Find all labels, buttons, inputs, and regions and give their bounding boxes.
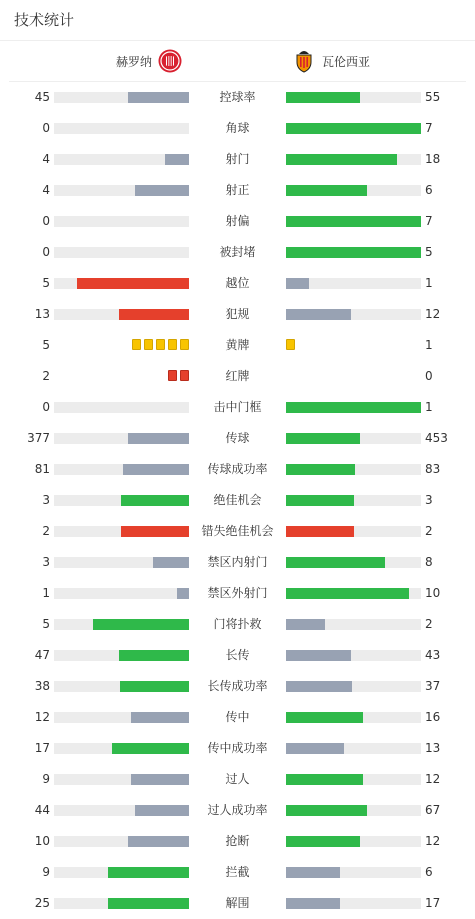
stat-row: [0, 206, 475, 237]
home-bar-track: [54, 309, 189, 320]
yellow-card-icon: [286, 339, 295, 350]
away-bar-fill: [286, 309, 351, 320]
away-value: 12: [425, 834, 441, 848]
away-value: 7: [425, 214, 433, 228]
stat-label: 角球: [225, 121, 250, 135]
stat-label: 禁区外射门: [207, 586, 268, 600]
away-value: 67: [425, 803, 441, 817]
away-value: 2: [425, 524, 433, 538]
away-value: 16: [425, 710, 441, 724]
away-bar-fill: [286, 588, 409, 599]
away-bar-track: [286, 898, 421, 909]
home-bar-fill: [93, 619, 189, 630]
home-bar-track: [54, 216, 189, 227]
valencia-crest-icon: [292, 49, 316, 73]
away-value: 0: [425, 369, 433, 383]
home-bar-fill: [119, 309, 189, 320]
home-bar-track: [54, 898, 189, 909]
away-bar-fill: [286, 650, 351, 661]
away-bar-fill: [286, 123, 421, 134]
stat-label: 门将扑救: [213, 617, 262, 631]
stat-row: [0, 175, 475, 206]
stat-label: 解围: [225, 896, 250, 910]
home-bar-track: [54, 185, 189, 196]
away-bar-fill: [286, 154, 397, 165]
home-team[interactable]: [116, 41, 182, 81]
away-bar-track: [286, 588, 421, 599]
home-bar-fill: [108, 867, 189, 878]
home-bar-fill: [121, 526, 189, 537]
stat-label: 传球: [225, 431, 250, 445]
home-value: 4: [42, 152, 50, 166]
home-value: 5: [42, 276, 50, 290]
stat-label: 过人成功率: [207, 803, 268, 817]
away-bar-fill: [286, 712, 363, 723]
away-value: 2: [425, 617, 433, 631]
stat-label: 过人: [225, 772, 250, 786]
home-value: 3: [42, 493, 50, 507]
red-card-icon: [168, 370, 177, 381]
home-value: 2: [42, 524, 50, 538]
away-bar-track: [286, 216, 421, 227]
away-bar-track: [286, 681, 421, 692]
away-cards: [286, 339, 295, 352]
stat-row: [0, 640, 475, 671]
stat-label: 传球成功率: [207, 462, 268, 476]
away-value: 43: [425, 648, 441, 662]
home-value: 9: [42, 772, 50, 786]
stat-label: 击中门框: [213, 400, 262, 414]
stat-label: 犯规: [225, 307, 250, 321]
home-value: 10: [34, 834, 50, 848]
stat-label: 传中: [225, 710, 250, 724]
home-value: 5: [42, 338, 50, 352]
away-value: 13: [425, 741, 441, 755]
home-bar-fill: [135, 185, 189, 196]
away-bar-track: [286, 433, 421, 444]
home-cards: [168, 370, 189, 383]
away-value: 3: [425, 493, 433, 507]
home-bar-track: [54, 154, 189, 165]
stat-row: [0, 144, 475, 175]
stat-label: 绝佳机会: [213, 493, 262, 507]
home-bar-fill: [128, 433, 189, 444]
stat-label: 射正: [225, 183, 250, 197]
home-value: 45: [34, 90, 50, 104]
stat-label: 黄牌: [225, 338, 250, 352]
home-bar-track: [54, 836, 189, 847]
away-bar-track: [286, 774, 421, 785]
home-bar-track: [54, 526, 189, 537]
away-value: 5: [425, 245, 433, 259]
stat-row: [0, 888, 475, 919]
home-bar-track: [54, 743, 189, 754]
home-bar-track: [54, 92, 189, 103]
away-bar-track: [286, 495, 421, 506]
home-value: 0: [42, 121, 50, 135]
stats-list: [0, 82, 475, 919]
away-bar-fill: [286, 464, 355, 475]
stat-row: [0, 423, 475, 454]
away-bar-track: [286, 309, 421, 320]
stat-row: [0, 609, 475, 640]
home-value: 3: [42, 555, 50, 569]
home-value: 12: [34, 710, 50, 724]
stat-row: [0, 299, 475, 330]
stat-row: [0, 764, 475, 795]
home-value: 13: [34, 307, 50, 321]
away-bar-fill: [286, 402, 421, 413]
home-bar-track: [54, 433, 189, 444]
away-bar-fill: [286, 278, 309, 289]
stat-row: [0, 671, 475, 702]
away-value: 55: [425, 90, 441, 104]
away-bar-track: [286, 867, 421, 878]
away-value: 37: [425, 679, 441, 693]
home-bar-fill: [131, 712, 189, 723]
home-value: 25: [34, 896, 50, 910]
away-bar-track: [286, 92, 421, 103]
away-value: 12: [425, 307, 441, 321]
stat-label: 错失绝佳机会: [201, 524, 274, 538]
away-bar-track: [286, 557, 421, 568]
stat-label: 抢断: [225, 834, 250, 848]
yellow-card-icon: [168, 339, 177, 350]
away-value: 7: [425, 121, 433, 135]
stat-label: 被封堵: [219, 245, 256, 259]
home-bar-fill: [112, 743, 189, 754]
home-value: 9: [42, 865, 50, 879]
stat-label: 长传: [225, 648, 250, 662]
home-bar-track: [54, 619, 189, 630]
girona-crest-icon: [158, 49, 182, 73]
home-cards: [132, 339, 189, 352]
home-bar-track: [54, 557, 189, 568]
stat-row: [0, 516, 475, 547]
away-team-name: 瓦伦西亚: [322, 54, 371, 69]
away-value: 8: [425, 555, 433, 569]
home-value: 377: [27, 431, 50, 445]
away-value: 1: [425, 276, 433, 290]
away-value: 1: [425, 338, 433, 352]
away-bar-fill: [286, 681, 352, 692]
away-bar-track: [286, 278, 421, 289]
away-bar-fill: [286, 495, 354, 506]
home-value: 0: [42, 400, 50, 414]
away-value: 17: [425, 896, 441, 910]
away-bar-fill: [286, 898, 340, 909]
away-bar-track: [286, 185, 421, 196]
home-value: 5: [42, 617, 50, 631]
home-bar-fill: [121, 495, 189, 506]
away-bar-track: [286, 154, 421, 165]
red-card-icon: [180, 370, 189, 381]
stat-row: [0, 578, 475, 609]
stat-row: [0, 237, 475, 268]
stat-label: 射偏: [225, 214, 250, 228]
away-value: 6: [425, 865, 433, 879]
stat-row: [0, 733, 475, 764]
teams-header: [9, 41, 466, 82]
away-bar-track: [286, 805, 421, 816]
home-bar-track: [54, 774, 189, 785]
stat-label: 控球率: [219, 90, 256, 104]
away-bar-fill: [286, 619, 325, 630]
away-bar-track: [286, 402, 421, 413]
away-bar-track: [286, 619, 421, 630]
home-bar-track: [54, 712, 189, 723]
stat-row: [0, 361, 475, 392]
away-team[interactable]: [292, 41, 370, 81]
stat-label: 越位: [225, 276, 250, 290]
home-bar-fill: [128, 836, 189, 847]
away-bar-fill: [286, 247, 421, 258]
away-bar-fill: [286, 433, 360, 444]
home-value: 81: [34, 462, 50, 476]
yellow-card-icon: [180, 339, 189, 350]
stat-row: [0, 547, 475, 578]
away-bar-track: [286, 526, 421, 537]
away-bar-fill: [286, 867, 340, 878]
home-value: 1: [42, 586, 50, 600]
home-bar-fill: [77, 278, 189, 289]
home-bar-track: [54, 495, 189, 506]
home-bar-fill: [119, 650, 189, 661]
home-bar-track: [54, 123, 189, 134]
home-bar-fill: [120, 681, 189, 692]
away-bar-fill: [286, 92, 360, 103]
away-value: 18: [425, 152, 441, 166]
home-bar-fill: [131, 774, 189, 785]
stat-label: 禁区内射门: [207, 555, 268, 569]
stat-row: [0, 268, 475, 299]
home-bar-track: [54, 278, 189, 289]
away-bar-track: [286, 247, 421, 258]
away-value: 453: [425, 431, 448, 445]
home-bar-fill: [123, 464, 189, 475]
home-bar-track: [54, 588, 189, 599]
page-title: 技术统计: [0, 0, 475, 41]
home-value: 47: [34, 648, 50, 662]
away-value: 12: [425, 772, 441, 786]
home-value: 0: [42, 245, 50, 259]
away-value: 10: [425, 586, 441, 600]
stat-row: [0, 857, 475, 888]
home-bar-track: [54, 805, 189, 816]
stat-row: [0, 826, 475, 857]
home-team-name: 赫罗纳: [115, 54, 152, 69]
away-bar-fill: [286, 216, 421, 227]
stat-label: 射门: [225, 152, 250, 166]
home-bar-fill: [128, 92, 189, 103]
away-bar-fill: [286, 557, 385, 568]
away-bar-fill: [286, 836, 360, 847]
away-bar-fill: [286, 805, 367, 816]
stat-row: [0, 454, 475, 485]
yellow-card-icon: [144, 339, 153, 350]
home-value: 0: [42, 214, 50, 228]
stat-row: [0, 702, 475, 733]
away-bar-track: [286, 123, 421, 134]
stat-label: 长传成功率: [207, 679, 268, 693]
away-bar-fill: [286, 185, 367, 196]
stat-label: 传中成功率: [207, 741, 268, 755]
away-bar-fill: [286, 774, 363, 785]
home-bar-track: [54, 247, 189, 258]
home-bar-fill: [177, 588, 189, 599]
away-bar-fill: [286, 743, 344, 754]
away-bar-track: [286, 650, 421, 661]
stat-label: 红牌: [225, 369, 250, 383]
home-value: 44: [34, 803, 50, 817]
home-bar-track: [54, 464, 189, 475]
stat-row: [0, 82, 475, 113]
stat-row: [0, 485, 475, 516]
home-bar-fill: [108, 898, 189, 909]
home-bar-fill: [135, 805, 189, 816]
home-bar-track: [54, 650, 189, 661]
away-bar-track: [286, 464, 421, 475]
yellow-card-icon: [132, 339, 141, 350]
yellow-card-icon: [156, 339, 165, 350]
stat-row: [0, 330, 475, 361]
home-bar-fill: [153, 557, 189, 568]
stat-row: [0, 392, 475, 423]
home-bar-fill: [165, 154, 189, 165]
stat-row: [0, 113, 475, 144]
away-bar-track: [286, 712, 421, 723]
away-bar-track: [286, 743, 421, 754]
away-value: 83: [425, 462, 441, 476]
home-bar-track: [54, 681, 189, 692]
home-value: 2: [42, 369, 50, 383]
home-value: 4: [42, 183, 50, 197]
away-value: 6: [425, 183, 433, 197]
home-bar-track: [54, 867, 189, 878]
home-value: 38: [34, 679, 50, 693]
stat-row: [0, 795, 475, 826]
home-bar-track: [54, 402, 189, 413]
away-bar-fill: [286, 526, 354, 537]
away-value: 1: [425, 400, 433, 414]
away-bar-track: [286, 836, 421, 847]
home-value: 17: [34, 741, 50, 755]
stat-label: 拦截: [225, 865, 250, 879]
